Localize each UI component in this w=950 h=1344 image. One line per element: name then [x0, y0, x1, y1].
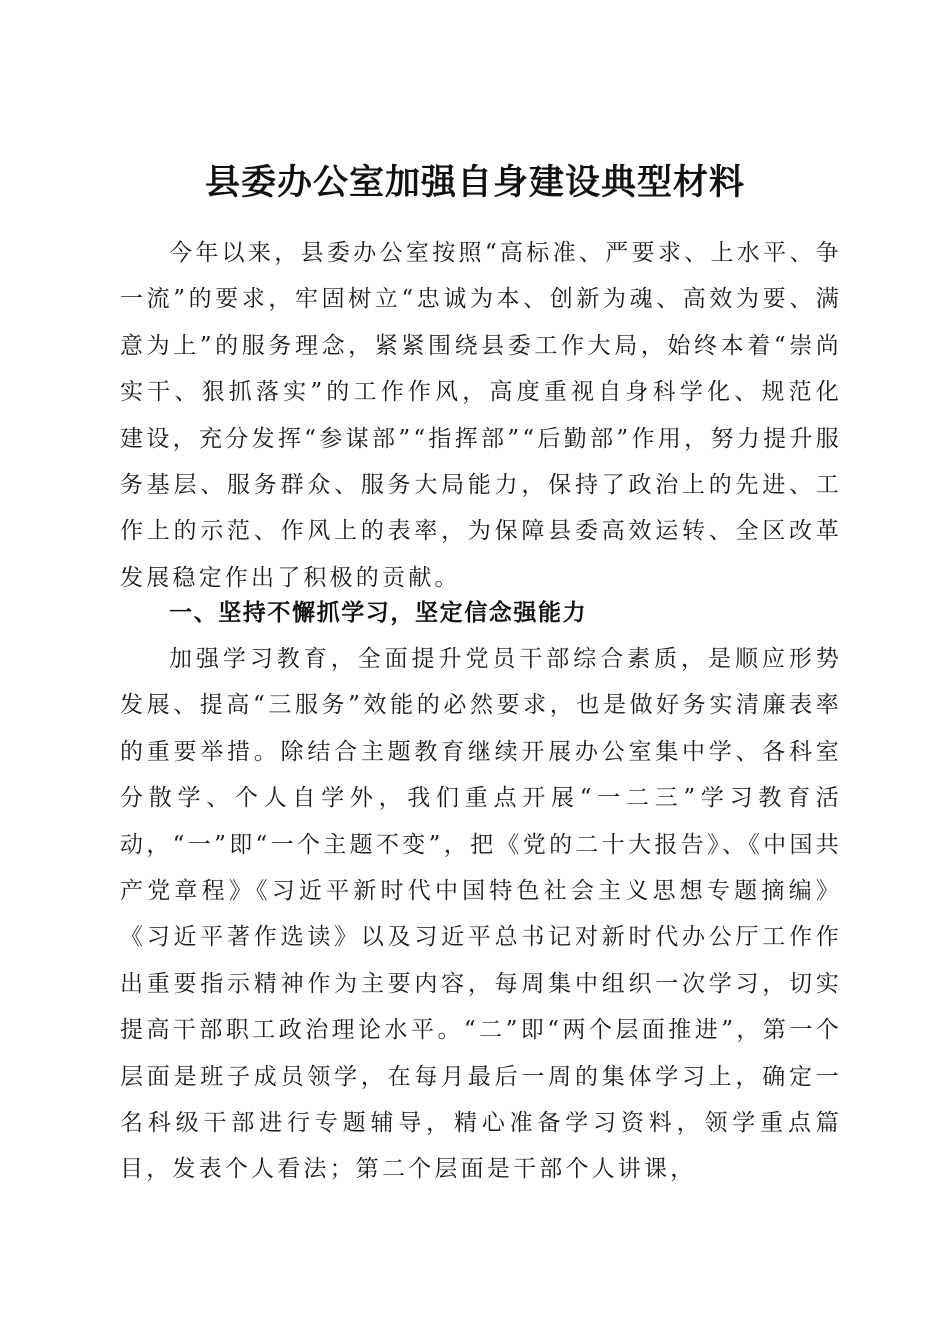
- intro-section: [120, 230, 842, 601]
- section-1-body: [120, 636, 842, 1193]
- intro-paragraph: 今年以来，县委办公室按照“高标准、严要求、上水平、争一流”的要求，牢固树立“忠诚为本、创新为魂、高效为要、满意为上”的服务理念，紧紧围绕县委工作大局，始终本着“崇尚实干、狠抓落实”的工作作风，高度重视自身科学化、规范化建设，充分发挥“参谋部”“指挥部”“后勤部”作用，努力提升服务基层、服务群众、服务大局能力，保持了政治上的先进、工作上的示范、作风上的表率，为保障县委高效运转、全区改革发展稳定作出了积极的贡献。: [120, 240, 842, 591]
- section-1-heading: 一、坚持不懈抓学习，坚定信念强能力: [169, 600, 588, 626]
- section-1-paragraph: 加强学习教育，全面提升党员干部综合素质，是顺应形势发展、提高“三服务”效能的必然要求，也是做好务实清廉表率的重要举措。除结合主题教育继续开展办公室集中学、各科室分散学、个人自学外，我们重点开展“一二三”学习教育活动，“一”即“一个主题不变”，把《党的二十大报告》、《中国共产党章程》《习近平新时代中国特色社会主义思想专题摘编》《习近平著作选读》以及习近平总书记对新时代办公厅工作作出重要指示精神作为主要内容，每周集中组织一次学习，切实提高干部职工政治理论水平。“二”即“两个层面推进”，第一个层面是班子成员领学，在每月最后一周的集体学习上，确定一名科级干部进行专题辅导，精心准备学习资料，领学重点篇目，发表个人看法；第二个层面是干部个人讲课，: [120, 646, 842, 1183]
- document-title: 县委办公室加强自身建设典型材料: [204, 162, 745, 204]
